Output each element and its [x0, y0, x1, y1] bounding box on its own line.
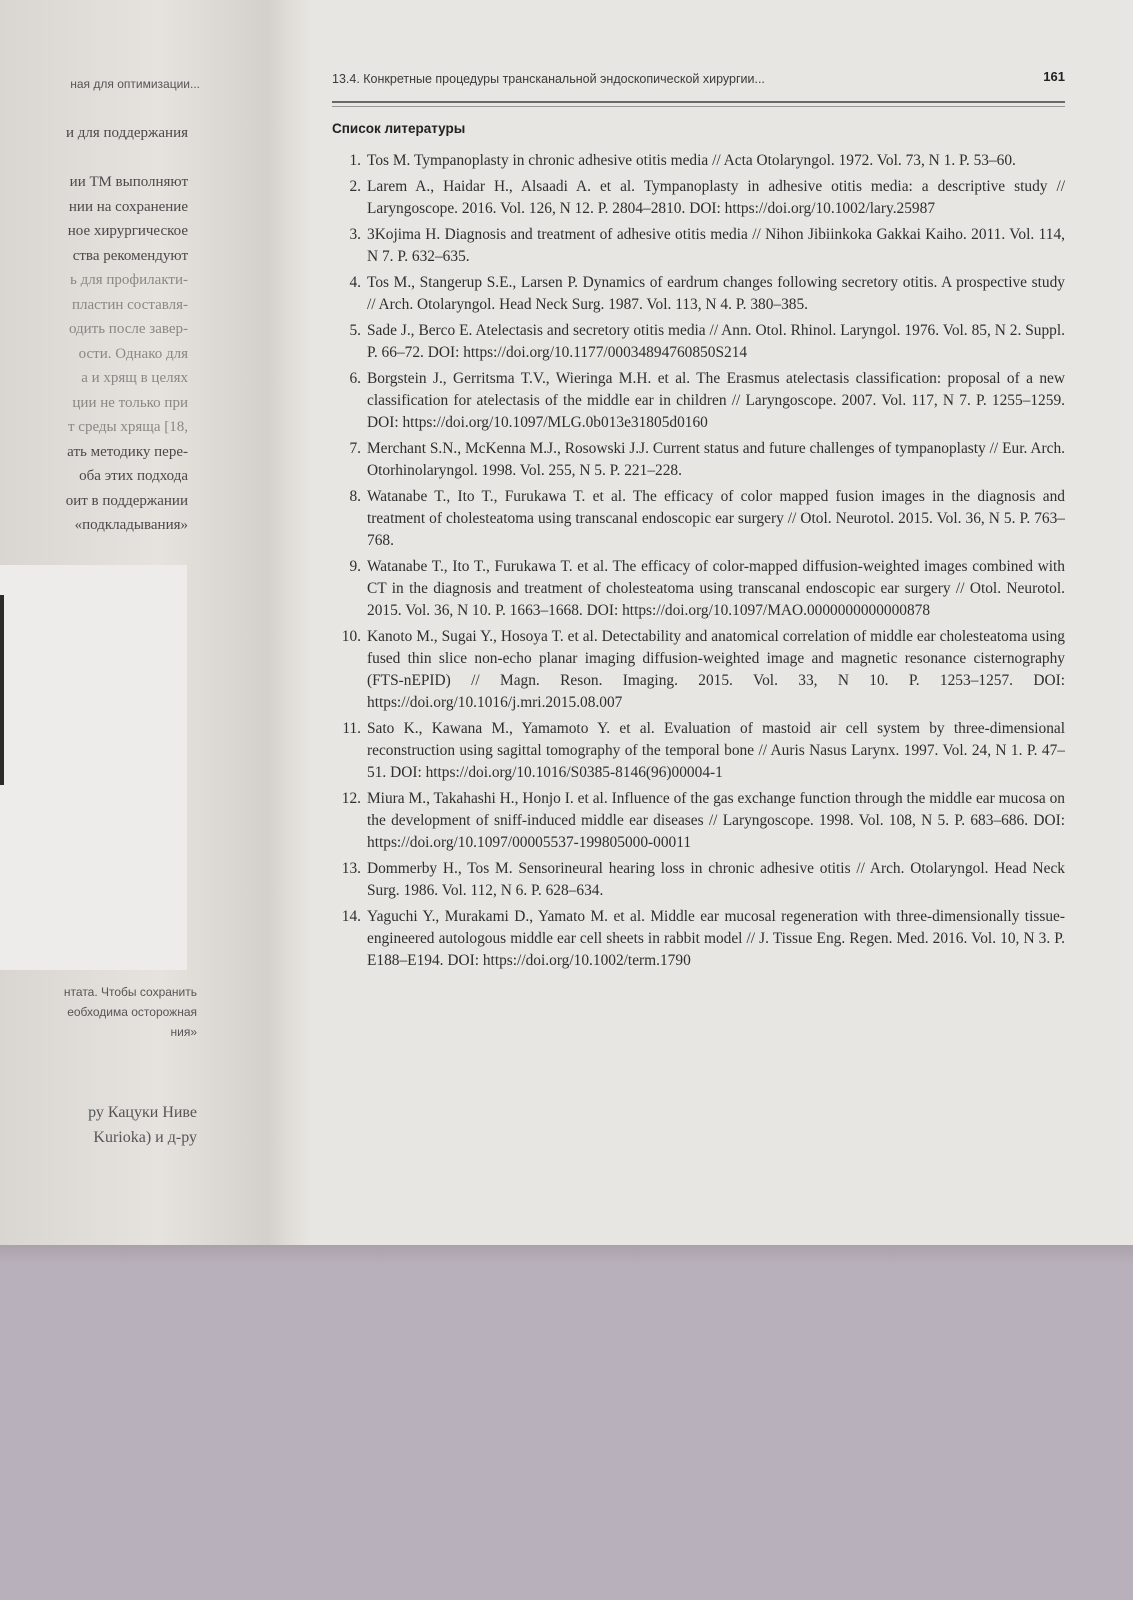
reference-text: 3Kojima H. Diagnosis and treatment of adhesive otitis media // Nihon Jibiinkoka Gakkai Kaiho. 2011. Vol. 114, N 7. P. 632–635. — [367, 226, 1065, 265]
reference-number: 11. — [342, 720, 361, 737]
reference-number: 9. — [349, 558, 361, 575]
reference-item — [332, 486, 1065, 552]
caption-line: нтата. Чтобы сохранить — [63, 985, 197, 999]
header-rule — [332, 101, 1065, 103]
left-text-line: ру Кацуки Ниве — [88, 1104, 197, 1121]
left-text-line: ии ТМ выполняют — [69, 174, 188, 190]
left-page-fragment — [0, 0, 266, 1245]
reference-number: 14. — [341, 908, 361, 925]
reference-text: Merchant S.N., McKenna M.J., Rosowski J.J. Current status and future challenges of tympanoplasty // Eur. Arch. Otorhinolaryngol. 1998. Vol. 255, N 5. P. 221–228. — [367, 440, 1065, 479]
left-text-line: т среды хряща [18, — [68, 419, 188, 435]
reference-item — [332, 906, 1065, 972]
reference-text: Sade J., Berco E. Atelectasis and secretory otitis media // Ann. Otol. Rhinol. Laryngol. 1976. Vol. 85, N 2. Suppl. P. 66–72. DOI: https://doi.org/10.1177/00034894760850S214 — [367, 322, 1065, 361]
reference-text: Dommerby H., Tos M. Sensorineural hearing loss in chronic adhesive otitis // Arch. Otolaryngol. Head Neck Surg. 1986. Vol. 112, N 6. P. 628–634. — [367, 860, 1065, 899]
left-text-line: ь для профилакти- — [70, 272, 188, 288]
reference-item — [332, 150, 1065, 172]
reference-text: Kanoto M., Sugai Y., Hosoya T. et al. Detectability and anatomical correlation of middle ear cholesteatoma using fused thin slice non-echo planar imaging diffusion-weighted image and magnetic resonance cisternography (FTS-nEPID) // Magn. Reson. Imaging. 2015. Vol. 33, N 10. P. 1253–1257. DOI: https://doi.org/10.1016/j.mri.2015.08.007 — [367, 628, 1065, 711]
reference-number: 5. — [349, 322, 361, 339]
reference-item — [332, 858, 1065, 902]
reference-text: Yaguchi Y., Murakami D., Yamato M. et al. Middle ear mucosal regeneration with three-dimensionally tissue-engineered autologous middle ear cell sheets in rabbit model // J. Tissue Eng. Regen. Med. 2016. Vol. 10, N 3. P. E188–E194. DOI: https://doi.org/10.1002/term.1790 — [367, 908, 1065, 969]
left-text-line: оба этих подхода — [79, 468, 188, 484]
book-bottom-shadow — [0, 1245, 1133, 1265]
scan-backdrop — [0, 1245, 1133, 1600]
reference-item — [332, 224, 1065, 268]
left-text-line: «подкладывания» — [74, 517, 188, 533]
reference-list — [332, 150, 1065, 976]
reference-item — [332, 438, 1065, 482]
left-page-figure — [0, 565, 187, 970]
reference-text: Miura M., Takahashi H., Honjo I. et al. Influence of the gas exchange function through the middle ear mucosa on the development of sniff-induced middle ear diseases // Laryngoscope. 1998. Vol. 108, N 5. P. 683–686. DOI: https://doi.org/10.1097/00005537-199805000-00011 — [367, 790, 1065, 851]
reference-number: 1. — [349, 152, 361, 169]
reference-text: Larem A., Haidar H., Alsaadi A. et al. Tympanoplasty in adhesive otitis media: a descriptive study // Laryngoscope. 2016. Vol. 126, N 12. P. 2804–2810. DOI: https://doi.org/10.1002/lary.25987 — [367, 178, 1065, 217]
reference-text: Sato K., Kawana M., Yamamoto Y. et al. Evaluation of mastoid air cell system by three-dimensional reconstruction using sagittal tomography of the temporal bone // Auris Nasus Larynx. 1997. Vol. 24, N 1. P. 47–51. DOI: https://doi.org/10.1016/S0385-8146(96)00004-1 — [367, 720, 1065, 781]
reference-item — [332, 368, 1065, 434]
left-text-line: ное хирургическое — [67, 223, 188, 239]
left-text-line: одить после завер- — [68, 321, 188, 337]
reference-item — [332, 556, 1065, 622]
left-text-line: оит в поддержании — [65, 492, 188, 509]
left-text-line — [0, 146, 188, 171]
reference-item — [332, 788, 1065, 854]
reference-item — [332, 320, 1065, 364]
left-page-text — [0, 121, 188, 538]
left-text-line: пластин составля- — [71, 296, 188, 313]
page-number: 161 — [1043, 69, 1065, 84]
left-text-line: ции не только при — [72, 394, 188, 411]
reference-text: Tos M. Tympanoplasty in chronic adhesive otitis media // Acta Otolaryngol. 1972. Vol. 73, N 1. P. 53–60. — [367, 152, 1016, 169]
reference-item — [332, 272, 1065, 316]
reference-text: Tos M., Stangerup S.E., Larsen P. Dynamics of eardrum changes following secretory otitis. A prospective study // Arch. Otolaryngol. Head Neck Surg. 1987. Vol. 113, N 4. P. 380–385. — [367, 274, 1065, 313]
left-text-line: ости. Однако для — [78, 345, 188, 362]
reference-number: 10. — [341, 628, 361, 645]
reference-number: 6. — [349, 370, 361, 387]
left-text-line: и для поддержания — [65, 125, 188, 141]
reference-item — [332, 626, 1065, 714]
left-text-line: Kurioka) и д-ру — [93, 1129, 197, 1146]
figure-edge — [0, 595, 4, 785]
reference-text: Watanabe T., Ito T., Furukawa T. et al. The efficacy of color mapped fusion images in the diagnosis and treatment of cholesteatoma using transcanal endoscopic ear surgery // Otol. Neurotol. 2015. Vol. 36, N 5. P. 763–768. — [367, 488, 1065, 549]
reference-number: 2. — [349, 178, 361, 195]
right-page — [310, 0, 1133, 1245]
reference-item — [332, 718, 1065, 784]
left-text-line: а и хрящ в целях — [81, 370, 188, 386]
left-running-header: ная для оптимизации... — [70, 77, 200, 91]
caption-line: еобходима осторожная — [67, 1005, 197, 1019]
left-text-line: ать методику пере- — [67, 443, 188, 460]
book-gutter — [266, 0, 310, 1245]
reference-item — [332, 176, 1065, 220]
caption-line: ния» — [170, 1025, 197, 1039]
left-figure-caption — [0, 982, 197, 1042]
reference-number: 12. — [341, 790, 361, 807]
reference-number: 4. — [349, 274, 361, 291]
running-header-title: 13.4. Конкретные процедуры трансканальной эндоскопической хирургии... — [332, 72, 765, 86]
left-page-bottom-text — [0, 1100, 197, 1150]
reference-number: 3. — [349, 226, 361, 243]
running-header — [332, 70, 1065, 88]
left-text-line: нии на сохранение — [68, 198, 188, 215]
reference-text: Watanabe T., Ito T., Furukawa T. et al. The efficacy of color-mapped diffusion-weighted images combined with CT in the diagnosis and treatment of cholesteatoma using transcanal endoscopic ear surgery // Otol. Neurotol. 2015. Vol. 36, N 10. P. 1663–1668. DOI: https://doi.org/10.1097/MAO.0000000000000878 — [367, 558, 1065, 619]
header-rule-thin — [332, 106, 1065, 107]
reference-number: 7. — [349, 440, 361, 457]
reference-number: 8. — [349, 488, 361, 505]
left-text-line: ства рекомендуют — [72, 247, 188, 264]
reference-text: Borgstein J., Gerritsma T.V., Wieringa M.H. et al. The Erasmus atelectasis classification: proposal of a new classification for atelectasis of the middle ear in children // Laryngoscope. 2007. Vol. 117, N 7. P. 1255–1259. DOI: https://doi.org/10.1097/MLG.0b013e31805d0160 — [367, 370, 1065, 431]
section-title: Список литературы — [332, 121, 466, 136]
reference-number: 13. — [341, 860, 361, 877]
